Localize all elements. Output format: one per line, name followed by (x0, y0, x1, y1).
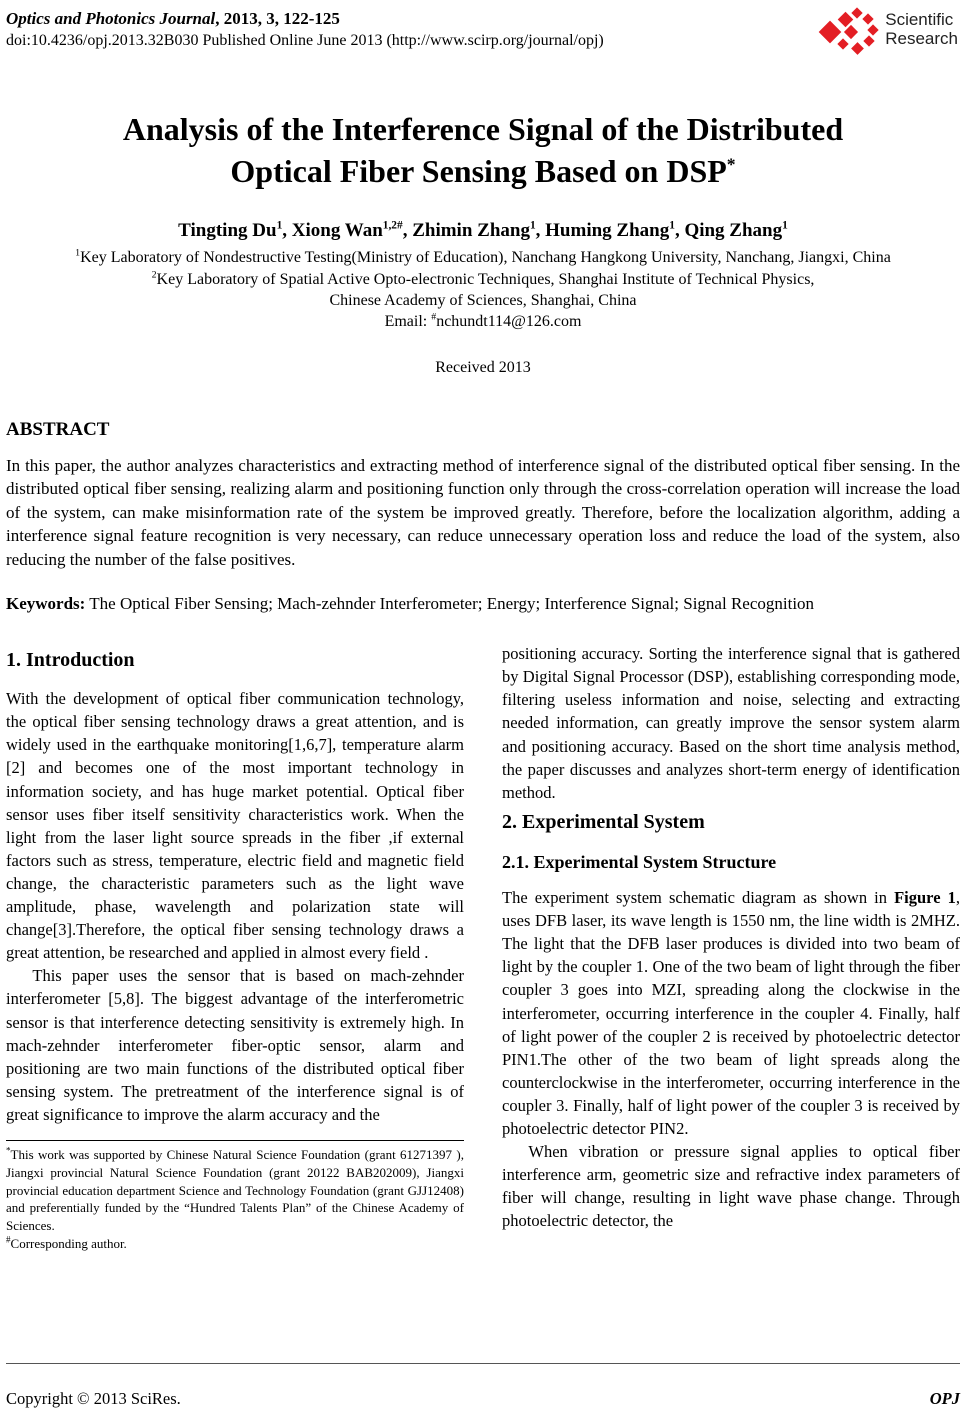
funding-footnote-text: This work was supported by Chinese Natural Science Foundation (grant 61271397 ), Jiangxi provincial Natural Science Foundation (grant 20122 BAB202009), Jiangxi provincial education department Science and Technology Foundation (grant GJJ12408) and preferentially funded by the “Hundred Talents Plan” of the Chinese Academy of Sciences. (6, 1146, 464, 1234)
paper-title-line1: Analysis of the Interference Signal of the Distributed (122, 111, 844, 147)
funding-footnote-mark: * (6, 1145, 11, 1156)
intro-paragraph-2: This paper uses the sensor that is based on mach-zehnder interferometer [5,8]. The biggest advantage of the interferometric sensor is that interference detecting sensitivity is extremely high. In mach-zehnder interferometer fiber-optic sensor, alarm and positioning are two main functions of the distributed optical fiber sensing system. The pretreatment of the interference signal is of great significance to improve the alarm accuracy and the (6, 966, 464, 1124)
section-2-1-heading: 2.1. Experimental System Structure (502, 851, 777, 872)
keywords-text: The Optical Fiber Sensing; Mach-zehnder Interferometer; Energy; Interference Signal; Signal Recognition (85, 594, 815, 614)
experimental-paragraph-1 (502, 886, 960, 1140)
left-column (6, 642, 464, 1253)
author-name: , Huming Zhang (535, 220, 670, 242)
author-name: , Qing Zhang (674, 220, 783, 242)
experimental-paragraph-2: When vibration or pressure signal applies to optical fiber interference arm, geometric size and refractive index parameters of fiber will change, resulting in light wave phase change. Through photoelectric detector, the (502, 1142, 960, 1231)
footer-divider (6, 1363, 960, 1364)
author-affil-mark: 1,2# (382, 220, 403, 233)
author-affil-mark: 1 (669, 220, 675, 233)
two-column-body (6, 642, 960, 1253)
abstract-heading: ABSTRACT (6, 418, 110, 440)
affiliation-1-mark: 1 (75, 248, 81, 260)
experimental-paragraph-1-pre: The experiment system schematic diagram as shown in (502, 888, 895, 908)
section-1-heading: 1. Introduction (6, 649, 135, 672)
corresponding-author-text: Corresponding author. (10, 1235, 127, 1251)
corresponding-author-footnote (6, 1235, 464, 1253)
intro-paragraph-1: With the development of optical fiber communication technology, the optical fiber sensing technology draws a great attention, and is widely used in the earthquake monitoring[1,6,7], temperature alarm [2] and becomes one of the most important technology in information society, and has huge market potential. Optical fiber sensor uses fiber itself sensitivity characteristics work. When the light from the laser light source spreads in the fiber ,if external factors such as stress, temperature, electric field and magnetic field change, the characteristic parameters such as the light wave amplitude, phase, wavelength and polarization state will change[3].Therefore, the optical fiber sensing technology draws a great attention, be researched and applied in almost every field . (6, 689, 464, 963)
journal-name: Optics and Photonics Journal (6, 9, 216, 28)
affiliation-1-text: Key Laboratory of Nondestructive Testing(Ministry of Education), Nanchang Hangkong University, Nanchang, Jiangxi, China (80, 249, 891, 267)
section-2-heading: 2. Experimental System (502, 810, 705, 833)
doi-line: doi:10.4236/opj.2013.32B030 Published Online June 2013 (http://www.scirp.org/journal/opj) (6, 32, 604, 50)
affiliation-2-text: Key Laboratory of Spatial Active Opto-electronic Techniques, Shanghai Institute of Technical Physics, (156, 270, 815, 288)
author-affil-mark: 1 (782, 220, 788, 233)
journal-abbreviation: OPJ (929, 1389, 960, 1408)
paper-title-line2: Optical Fiber Sensing Based on DSP (230, 153, 727, 190)
funding-footnote (6, 1146, 464, 1235)
affiliation-2-mark: 2 (151, 269, 157, 281)
logo-text-line1: Scientific (885, 10, 954, 29)
footer-row (6, 1389, 960, 1409)
corresponding-author-mark: # (6, 1234, 11, 1245)
email-line (6, 311, 960, 332)
author-name: , Xiong Wan (282, 220, 383, 242)
intro-continued-paragraph: positioning accuracy. Sorting the interference signal that is gathered by Digital Signal Processor (DSP), establishing corresponding mode, filtering useless information and noise, selecting and extracting needed information, can greatly improve the sensor system alarm and positioning accuracy. Based on the short time analysis method, the paper discusses and analyzes short-term energy of identification method. (502, 644, 960, 802)
logo-text-line2: Research (885, 29, 958, 49)
email-label: Email: (384, 313, 432, 331)
title-asterisk: * (726, 154, 736, 175)
experimental-paragraph-1-post: , uses DFB laser, its wave length is 1550 nm, the line width is 2MHZ. The light that the DFB laser produces is divided into two beam of light by the coupler 1. One of the two beam of light through the fiber coupler 3 goes into MZI, spreading along the clockwise in the interferometer, occurring interference in the coupler 4. Finally, half of light power of the coupler 2 is received by photoelectric detector PIN1.The other of the two beam of light spreads along the counterclockwise in the interferometer, occurring interference in the coupler 3. Finally, half of light power of the coupler 3 is received by photoelectric detector PIN2. (502, 888, 960, 1138)
scientific-research-logo (822, 8, 958, 58)
author-list (6, 220, 960, 242)
affiliations (6, 247, 960, 332)
right-column (502, 642, 960, 1253)
keywords-label: Keywords: (6, 594, 86, 614)
journal-info (6, 8, 604, 50)
email-mark: # (431, 311, 437, 323)
abstract-body: In this paper, the author analyzes characteristics and extracting method of interference signal of the distributed optical fiber sensing. In the distributed optical fiber sensing, realizing alarm and positioning function only through the cross-correlation operation will increase the load of the system, can make misinformation rate of the system be improved greatly. Therefore, before the localization algorithm, adding a interference signal feature recognition is very necessary, can reduce unnecessary operation loss and reduce the load of the system, also reducing the number of the false positives. (6, 455, 960, 569)
journal-citation (6, 8, 604, 29)
affiliation-3: Chinese Academy of Sciences, Shanghai, China (329, 292, 637, 309)
author-name: , Zhimin Zhang (402, 220, 530, 242)
author-affil-mark: 1 (529, 220, 536, 233)
journal-header (6, 8, 960, 58)
footnote-block (6, 1140, 464, 1253)
affiliation-2 (6, 269, 960, 290)
figure-1-reference: Figure 1 (894, 888, 956, 908)
received-date: Received 2013 (435, 358, 531, 376)
copyright-text: Copyright © 2013 SciRes. (6, 1389, 181, 1408)
author-affil-mark: 1 (276, 220, 283, 233)
paper-title (6, 108, 960, 192)
affiliation-1 (6, 247, 960, 268)
logo-diamonds-icon (822, 8, 880, 58)
email-address: nchundt114@126.com (436, 313, 582, 331)
journal-issue: , 2013, 3, 122-125 (215, 9, 340, 28)
keywords-line (6, 594, 960, 614)
author-name: Tingting Du (178, 220, 277, 242)
page-footer (6, 1363, 960, 1409)
logo-text (885, 10, 958, 48)
